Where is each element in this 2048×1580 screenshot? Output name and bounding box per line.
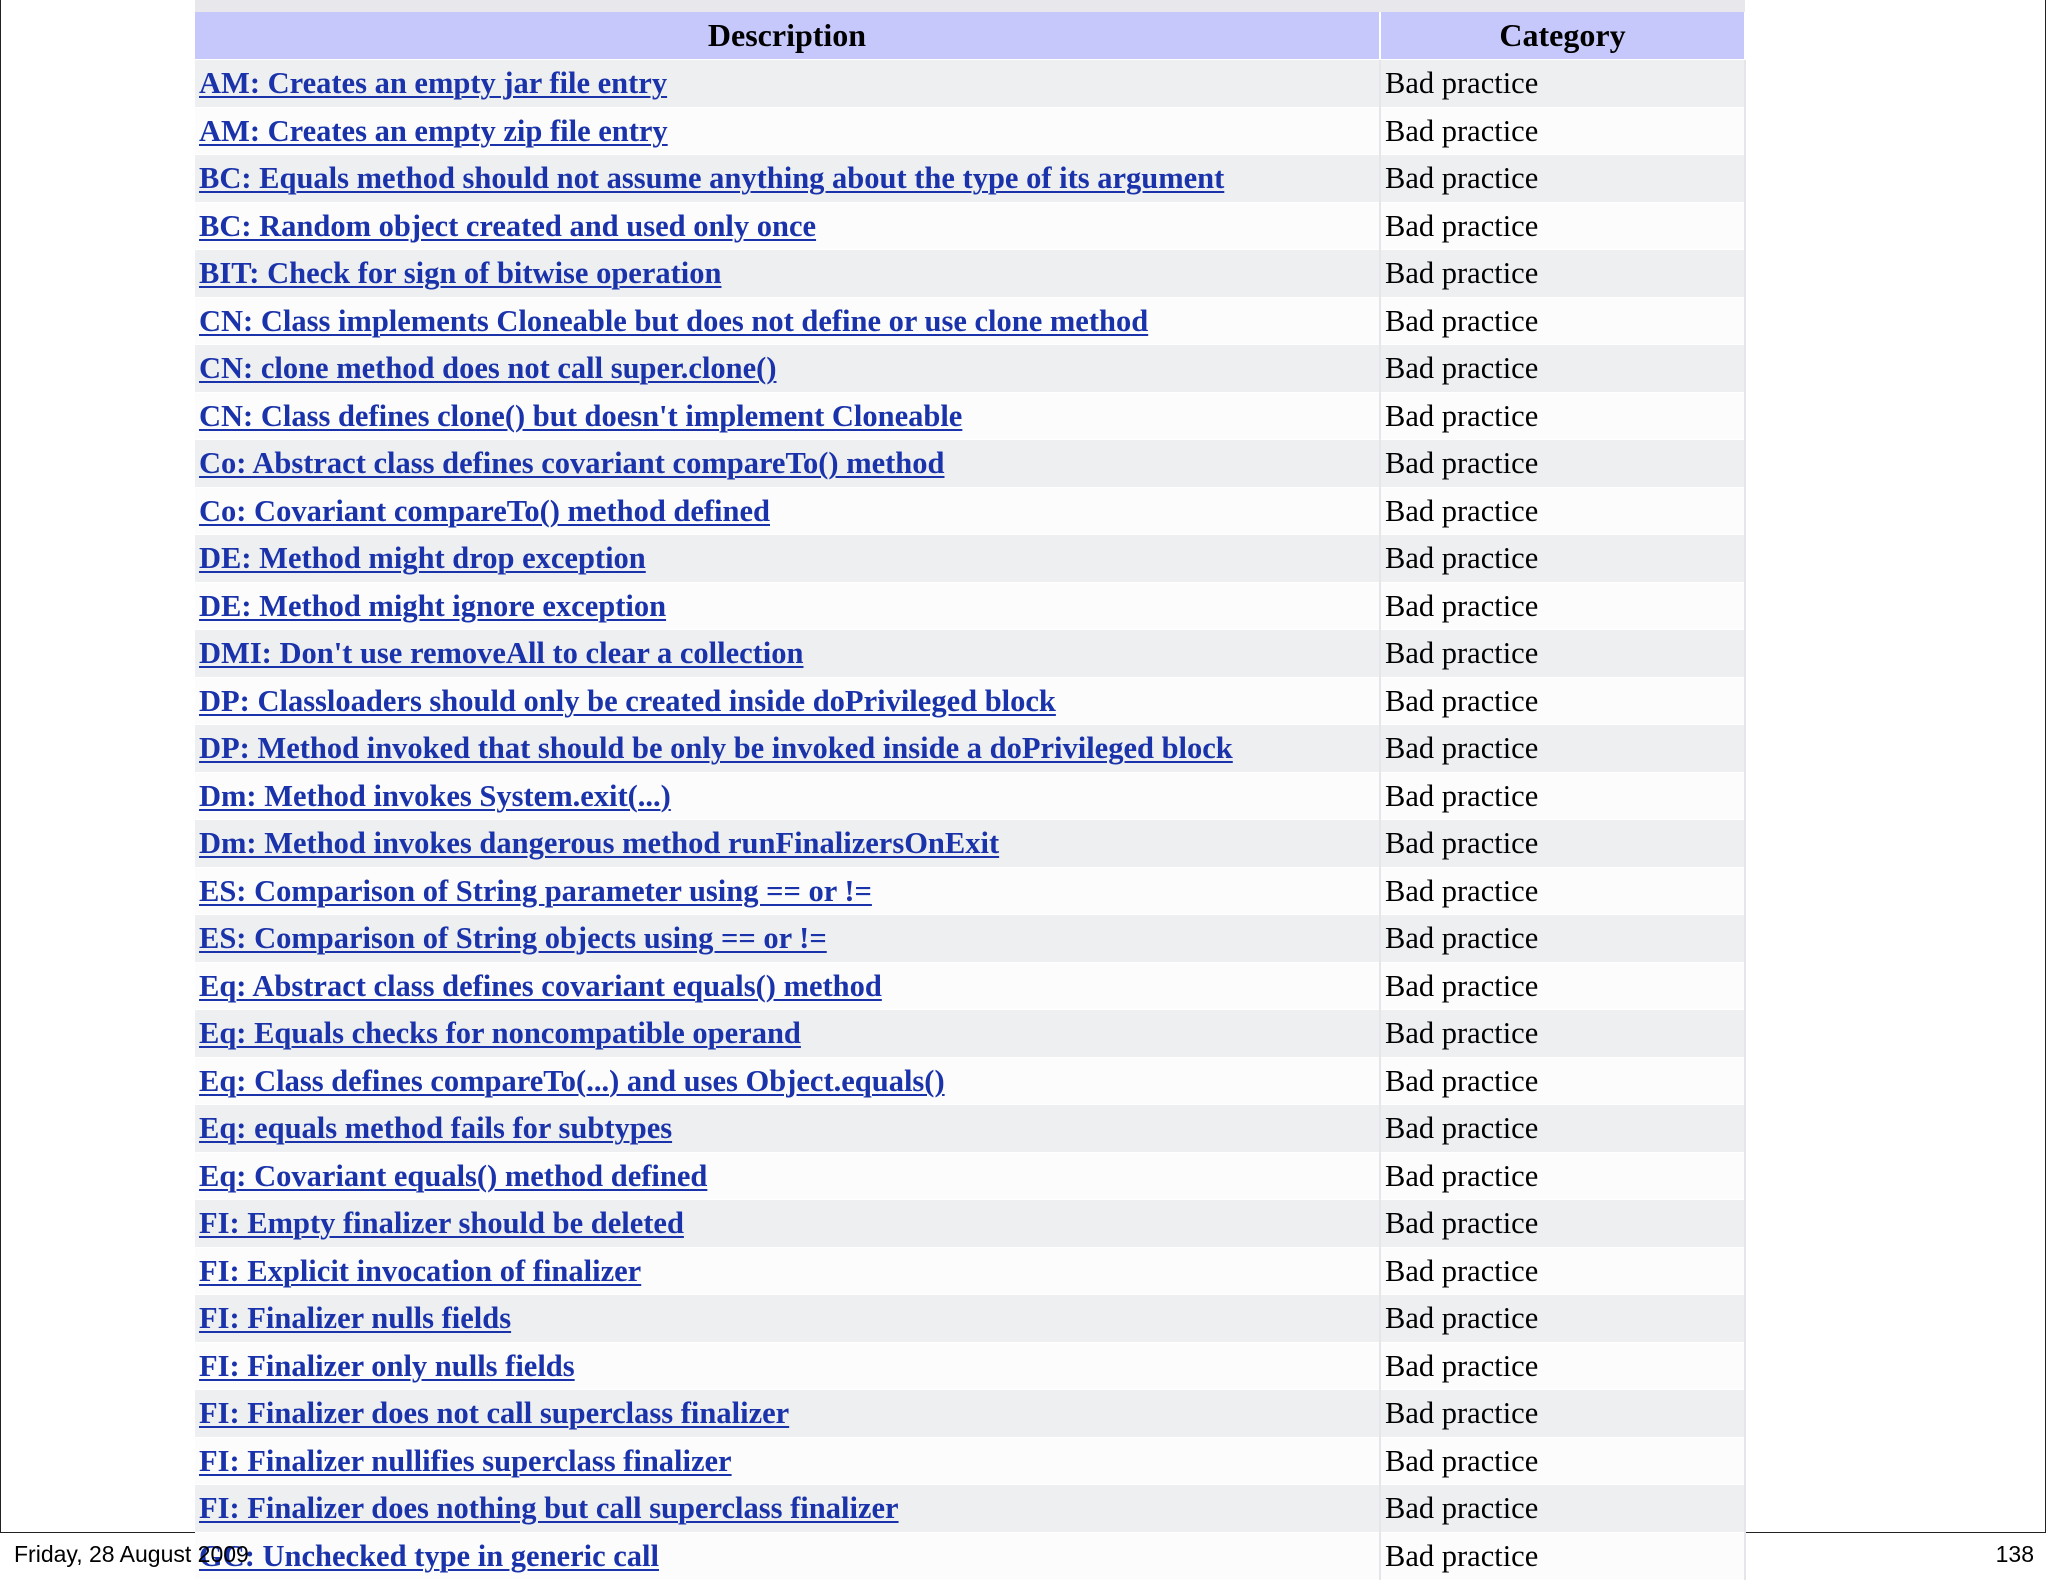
- bug-description-link[interactable]: DP: Classloaders should only be created inside doPrivileged block: [199, 683, 1056, 718]
- table-row: [195, 582, 1745, 630]
- table-row: [195, 345, 1745, 393]
- bug-description-link[interactable]: Dm: Method invokes dangerous method runFinalizersOnExit: [199, 826, 1000, 860]
- description-cell: [195, 772, 1380, 820]
- category-cell: Bad practice: [1380, 297, 1745, 345]
- category-cell: Bad practice: [1380, 107, 1745, 155]
- category-cell: Bad practice: [1380, 1437, 1745, 1485]
- table-row: [195, 1295, 1745, 1343]
- description-cell: [195, 487, 1380, 535]
- description-cell: [195, 155, 1380, 203]
- category-cell: Bad practice: [1380, 535, 1745, 583]
- category-cell: Bad practice: [1380, 1057, 1745, 1105]
- category-cell: Bad practice: [1380, 487, 1745, 535]
- bug-description-link[interactable]: Co: Abstract class defines covariant compareTo() method: [199, 446, 945, 480]
- category-cell: Bad practice: [1380, 60, 1745, 108]
- table-row: [195, 1485, 1745, 1533]
- description-cell: [195, 1295, 1380, 1343]
- bug-description-link[interactable]: Co: Covariant compareTo() method defined: [199, 493, 770, 528]
- description-cell: [195, 1105, 1380, 1153]
- bug-description-link[interactable]: ES: Comparison of String objects using == or !=: [199, 921, 827, 955]
- category-cell: Bad practice: [1380, 345, 1745, 393]
- category-cell: Bad practice: [1380, 392, 1745, 440]
- table-row: [195, 1010, 1745, 1058]
- category-cell: Bad practice: [1380, 1342, 1745, 1390]
- bug-description-link[interactable]: Eq: Equals checks for noncompatible operand: [199, 1016, 801, 1050]
- description-cell: [195, 250, 1380, 298]
- category-cell: Bad practice: [1380, 202, 1745, 250]
- bug-description-link[interactable]: FI: Finalizer nullifies superclass finalizer: [199, 1443, 732, 1478]
- bug-description-link[interactable]: BIT: Check for sign of bitwise operation: [199, 256, 722, 290]
- bug-description-link[interactable]: GC: Unchecked type in generic call: [199, 1538, 659, 1573]
- table-row: [195, 535, 1745, 583]
- category-cell: Bad practice: [1380, 915, 1745, 963]
- table-row: [195, 915, 1745, 963]
- bug-description-link[interactable]: Eq: Class defines compareTo(...) and uses Object.equals(): [199, 1063, 945, 1098]
- description-cell: [195, 1010, 1380, 1058]
- table-row: [195, 250, 1745, 298]
- description-cell: [195, 202, 1380, 250]
- bug-description-link[interactable]: FI: Finalizer does nothing but call superclass finalizer: [199, 1491, 899, 1525]
- bug-description-link[interactable]: DE: Method might drop exception: [199, 541, 646, 575]
- table-row: [195, 107, 1745, 155]
- table-row: [195, 1437, 1745, 1485]
- table-row: [195, 1152, 1745, 1200]
- bug-description-link[interactable]: ES: Comparison of String parameter using == or !=: [199, 873, 872, 908]
- table-row: [195, 392, 1745, 440]
- bug-description-link[interactable]: DE: Method might ignore exception: [199, 588, 667, 623]
- table-row: [195, 155, 1745, 203]
- bug-description-link[interactable]: FI: Explicit invocation of finalizer: [199, 1253, 642, 1288]
- category-cell: Bad practice: [1380, 582, 1745, 630]
- bug-description-link[interactable]: Eq: Abstract class defines covariant equals() method: [199, 968, 882, 1003]
- description-cell: [195, 1247, 1380, 1295]
- bug-description-link[interactable]: Eq: equals method fails for subtypes: [199, 1111, 673, 1145]
- category-cell: Bad practice: [1380, 772, 1745, 820]
- description-cell: [195, 392, 1380, 440]
- table-row: [195, 1057, 1745, 1105]
- description-cell: [195, 535, 1380, 583]
- bug-description-link[interactable]: Dm: Method invokes System.exit(...): [199, 778, 671, 813]
- table-row: [195, 630, 1745, 678]
- description-cell: [195, 1057, 1380, 1105]
- bug-description-link[interactable]: BC: Random object created and used only once: [199, 208, 817, 243]
- category-cell: Bad practice: [1380, 250, 1745, 298]
- bug-description-link[interactable]: BC: Equals method should not assume anything about the type of its argument: [199, 161, 1225, 195]
- category-cell: Bad practice: [1380, 962, 1745, 1010]
- table-row: [195, 60, 1745, 108]
- table-row: [195, 1105, 1745, 1153]
- table-row: [195, 772, 1745, 820]
- category-cell: Bad practice: [1380, 820, 1745, 868]
- table-row: [195, 1390, 1745, 1438]
- description-cell: [195, 297, 1380, 345]
- description-column-header: Description: [195, 12, 1380, 60]
- bug-description-link[interactable]: CN: Class defines clone() but doesn't implement Cloneable: [199, 398, 963, 433]
- bug-description-link[interactable]: CN: clone method does not call super.clone(): [199, 351, 777, 385]
- category-cell: Bad practice: [1380, 155, 1745, 203]
- category-cell: Bad practice: [1380, 1390, 1745, 1438]
- bug-description-link[interactable]: DMI: Don't use removeAll to clear a collection: [199, 636, 804, 670]
- table-row: [195, 297, 1745, 345]
- description-cell: [195, 725, 1380, 773]
- table-row: [195, 1247, 1745, 1295]
- bug-description-link[interactable]: FI: Finalizer only nulls fields: [199, 1348, 575, 1383]
- table-row: [195, 677, 1745, 725]
- table-top-strip: [195, 0, 1745, 12]
- description-cell: [195, 60, 1380, 108]
- page-number: 138: [1995, 1541, 2034, 1567]
- description-cell: [195, 820, 1380, 868]
- bug-table-container: [195, 0, 1745, 1573]
- description-cell: [195, 582, 1380, 630]
- table-row: [195, 487, 1745, 535]
- table-row: [195, 1200, 1745, 1248]
- bug-description-link[interactable]: CN: Class implements Cloneable but does not define or use clone method: [199, 303, 1149, 338]
- bug-descriptions-table: [195, 12, 1746, 1580]
- table-row: [195, 440, 1745, 488]
- table-row: [195, 725, 1745, 773]
- table-row: [195, 820, 1745, 868]
- bug-description-link[interactable]: AM: Creates an empty zip file entry: [199, 113, 668, 148]
- category-cell: Bad practice: [1380, 1532, 1745, 1580]
- category-cell: Bad practice: [1380, 867, 1745, 915]
- bug-description-link[interactable]: FI: Finalizer does not call superclass finalizer: [199, 1396, 790, 1430]
- table-row: [195, 962, 1745, 1010]
- description-cell: [195, 1200, 1380, 1248]
- bug-description-link[interactable]: DP: Method invoked that should be only be invoked inside a doPrivileged block: [199, 731, 1233, 765]
- description-cell: [195, 1342, 1380, 1390]
- description-cell: [195, 1390, 1380, 1438]
- bug-description-link[interactable]: FI: Finalizer nulls fields: [199, 1301, 512, 1335]
- description-cell: [195, 345, 1380, 393]
- category-column-header: Category: [1380, 12, 1745, 60]
- table-row: [195, 1342, 1745, 1390]
- bug-description-link[interactable]: Eq: Covariant equals() method defined: [199, 1158, 708, 1193]
- description-cell: [195, 1485, 1380, 1533]
- category-cell: Bad practice: [1380, 440, 1745, 488]
- category-cell: Bad practice: [1380, 1485, 1745, 1533]
- description-cell: [195, 107, 1380, 155]
- bug-description-link[interactable]: AM: Creates an empty jar file entry: [199, 66, 668, 100]
- description-cell: [195, 867, 1380, 915]
- slide-footer: [0, 1533, 2048, 1576]
- description-cell: [195, 677, 1380, 725]
- category-cell: Bad practice: [1380, 677, 1745, 725]
- category-cell: Bad practice: [1380, 725, 1745, 773]
- footer-date: Friday, 28 August 2009: [14, 1541, 249, 1567]
- description-cell: [195, 962, 1380, 1010]
- category-cell: Bad practice: [1380, 1247, 1745, 1295]
- category-cell: Bad practice: [1380, 1105, 1745, 1153]
- category-cell: Bad practice: [1380, 1152, 1745, 1200]
- description-cell: [195, 440, 1380, 488]
- description-cell: [195, 630, 1380, 678]
- description-cell: [195, 1152, 1380, 1200]
- table-row: [195, 202, 1745, 250]
- category-cell: Bad practice: [1380, 1295, 1745, 1343]
- description-cell: [195, 1437, 1380, 1485]
- category-cell: Bad practice: [1380, 1200, 1745, 1248]
- table-row: [195, 867, 1745, 915]
- category-cell: Bad practice: [1380, 1010, 1745, 1058]
- table-body: [195, 60, 1745, 1580]
- category-cell: Bad practice: [1380, 630, 1745, 678]
- description-cell: [195, 915, 1380, 963]
- bug-description-link[interactable]: FI: Empty finalizer should be deleted: [199, 1206, 684, 1240]
- table-header-row: [195, 12, 1745, 60]
